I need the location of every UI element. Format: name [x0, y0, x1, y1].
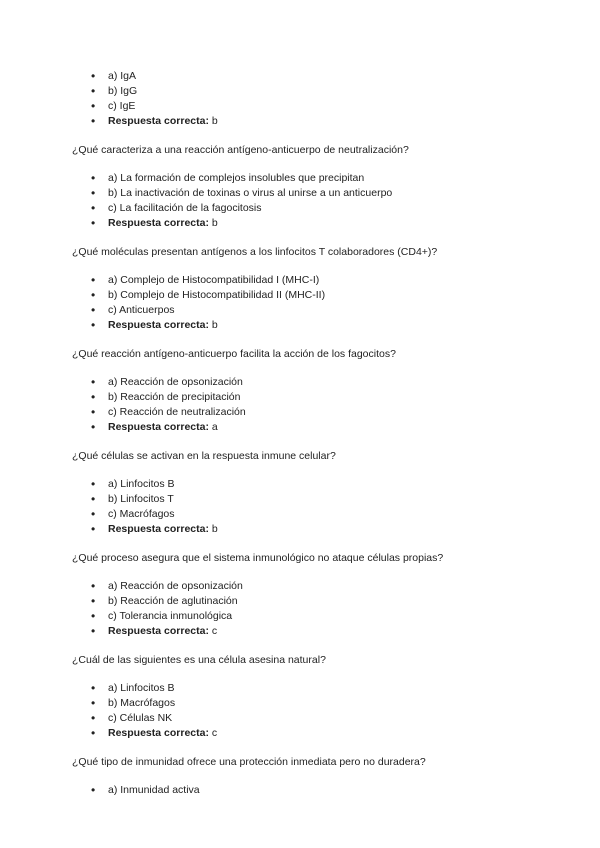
option-item: • c) Tolerancia inmunológica	[72, 609, 528, 624]
question-block	[72, 449, 528, 537]
options-list	[72, 69, 528, 129]
options-list	[72, 681, 528, 741]
options-list	[72, 273, 528, 333]
correct-answer-item	[72, 114, 528, 129]
correct-answer-label: Respuesta correcta:	[108, 421, 209, 433]
option-item: • a) Inmunidad activa	[72, 783, 528, 798]
option-item: • a) Reacción de opsonización	[72, 375, 528, 390]
option-item: • b) Reacción de aglutinación	[72, 594, 528, 609]
question-block	[72, 653, 528, 741]
correct-answer-label: Respuesta correcta:	[108, 319, 209, 331]
question-text: ¿Qué caracteriza a una reacción antígeno-anticuerpo de neutralización?	[72, 144, 409, 156]
correct-answer-value: c	[211, 625, 218, 637]
option-item: • a) Reacción de opsonización	[72, 579, 528, 594]
question-block	[72, 143, 528, 231]
option-item: • b) Linfocitos T	[72, 492, 528, 507]
question-text: ¿Qué reacción antígeno-anticuerpo facilita la acción de los fagocitos?	[72, 348, 396, 360]
correct-answer-value: b	[211, 319, 218, 331]
correct-answer-label: Respuesta correcta:	[108, 625, 209, 637]
option-item: • c) La facilitación de la fagocitosis	[72, 201, 528, 216]
option-item: • c) Células NK	[72, 711, 528, 726]
option-item: • b) La inactivación de toxinas o virus al unirse a un anticuerpo	[72, 186, 528, 201]
correct-answer-label: Respuesta correcta:	[108, 115, 209, 127]
question-block	[72, 755, 528, 798]
option-item: • b) Reacción de precipitación	[72, 390, 528, 405]
correct-answer-item	[72, 318, 528, 333]
correct-answer-value: a	[211, 421, 218, 433]
correct-answer-item	[72, 522, 528, 537]
options-list	[72, 375, 528, 435]
question-block	[72, 347, 528, 435]
option-item: • b) Macrófagos	[72, 696, 528, 711]
correct-answer-item	[72, 420, 528, 435]
correct-answer-value: b	[211, 523, 218, 535]
correct-answer-item	[72, 726, 528, 741]
option-item: • b) Complejo de Histocompatibilidad II (MHC-II)	[72, 288, 528, 303]
option-item: • a) Linfocitos B	[72, 681, 528, 696]
correct-answer-item	[72, 216, 528, 231]
options-list	[72, 783, 528, 798]
option-item: • c) Macrófagos	[72, 507, 528, 522]
correct-answer-value: b	[211, 217, 218, 229]
question-block	[72, 551, 528, 639]
option-item: • a) La formación de complejos insolubles que precipitan	[72, 171, 528, 186]
correct-answer-label: Respuesta correcta:	[108, 217, 209, 229]
options-list	[72, 477, 528, 537]
question-block	[72, 69, 528, 129]
option-item: • c) Reacción de neutralización	[72, 405, 528, 420]
correct-answer-value: b	[211, 115, 218, 127]
correct-answer-label: Respuesta correcta:	[108, 523, 209, 535]
question-text: ¿Cuál de las siguientes es una célula asesina natural?	[72, 654, 326, 666]
options-list	[72, 579, 528, 639]
question-block	[72, 245, 528, 333]
option-item: • c) IgE	[72, 99, 528, 114]
option-item: • a) IgA	[72, 69, 528, 84]
option-item: • c) Anticuerpos	[72, 303, 528, 318]
correct-answer-item	[72, 624, 528, 639]
question-text: ¿Qué tipo de inmunidad ofrece una protección inmediata pero no duradera?	[72, 756, 426, 768]
question-text: ¿Qué células se activan en la respuesta inmune celular?	[72, 450, 336, 462]
correct-answer-value: c	[211, 727, 218, 739]
option-item: • a) Linfocitos B	[72, 477, 528, 492]
question-text: ¿Qué proceso asegura que el sistema inmunológico no ataque células propias?	[72, 552, 444, 564]
option-item: • a) Complejo de Histocompatibilidad I (MHC-I)	[72, 273, 528, 288]
question-text: ¿Qué moléculas presentan antígenos a los linfocitos T colaboradores (CD4+)?	[72, 246, 438, 258]
correct-answer-label: Respuesta correcta:	[108, 727, 209, 739]
options-list	[72, 171, 528, 231]
option-item: • b) IgG	[72, 84, 528, 99]
